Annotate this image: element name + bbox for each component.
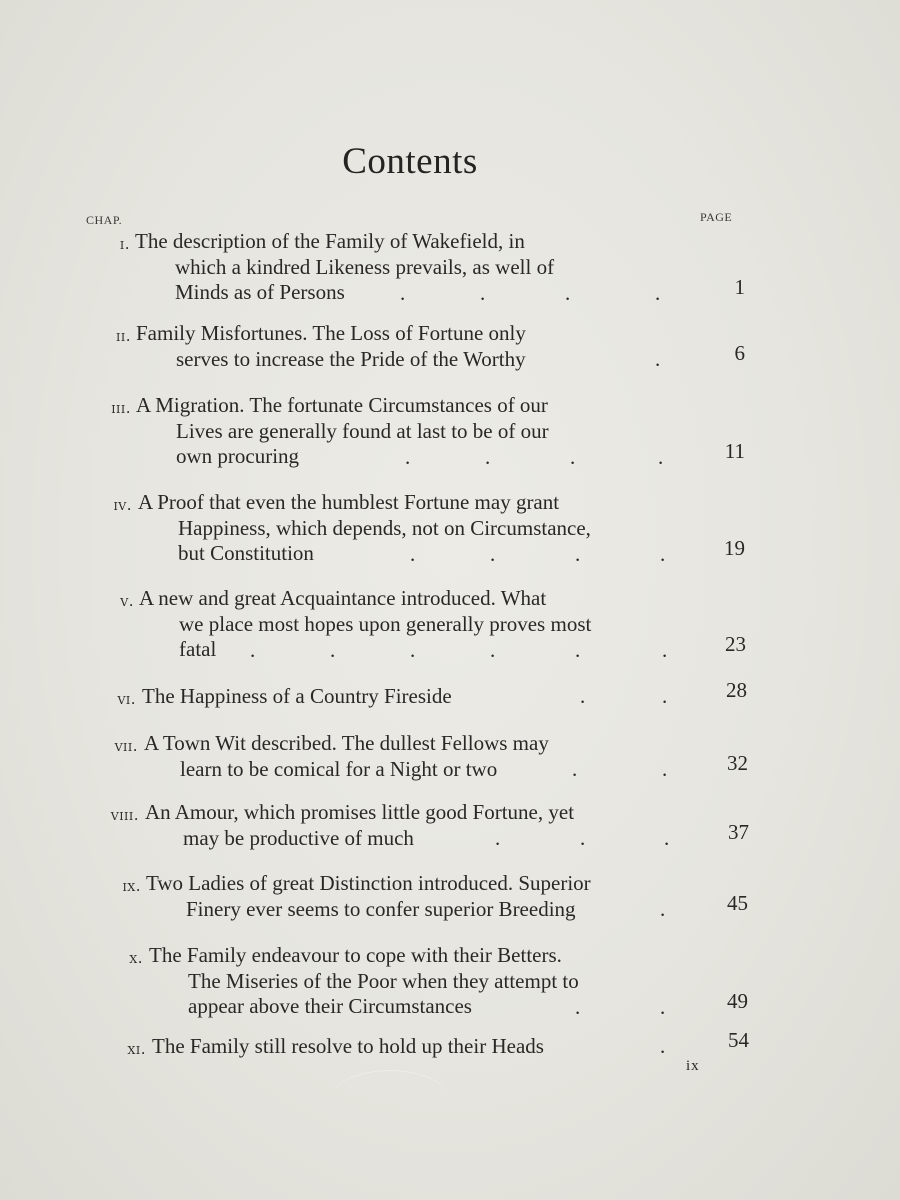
page-folio: ix (686, 1058, 700, 1074)
dot-leader: . (575, 542, 581, 566)
chapter-title-line: but Constitution (178, 541, 314, 566)
chapter-title-line: Finery ever seems to confer superior Breeding (186, 896, 576, 921)
page-number: 28 (726, 678, 747, 702)
chapter-title-line: A Migration. The fortunate Circumstances of our (136, 393, 548, 417)
dot-leader: . (575, 995, 581, 1019)
dot-leader: . (490, 542, 496, 566)
chapter-numeral: ii. (116, 327, 131, 345)
page-number: 45 (727, 891, 748, 915)
dot-leader: . (655, 347, 661, 371)
chapter-title-line: Lives are generally found at last to be of our (176, 418, 549, 443)
dot-leader: . (480, 281, 486, 305)
dot-leader: . (664, 826, 670, 850)
page-number: 11 (724, 439, 745, 463)
chapter-numeral: x. (129, 949, 143, 967)
chapter-title-line: A new and great Acquaintance introduced. What (139, 586, 547, 610)
chapter-title-line: The Family still resolve to hold up their Heads (152, 1034, 544, 1058)
chapter-title-line: The Miseries of the Poor when they attempt to (188, 968, 579, 993)
chapter-title-line: we place most hopes upon generally proves most (179, 611, 592, 636)
dot-leader: . (580, 684, 586, 708)
dot-leader: . (575, 638, 581, 662)
dot-leader: . (658, 445, 664, 469)
chapter-numeral: i. (119, 235, 130, 253)
dot-leader: . (330, 638, 336, 662)
chapter-title-line: may be productive of much (183, 825, 414, 850)
chapter-numeral: vi. (117, 690, 136, 708)
chapter-numeral: xi. (127, 1040, 146, 1058)
chapter-title-line: Two Ladies of great Distinction introduced. Superior (146, 871, 591, 895)
chapter-column-header: CHAP. (86, 213, 123, 227)
dot-leader: . (660, 542, 666, 566)
dot-leader: . (565, 281, 571, 305)
dot-leader: . (660, 897, 666, 921)
dot-leader: . (495, 826, 501, 850)
chapter-title-line: A Town Wit described. The dullest Fellows may (144, 731, 549, 755)
dot-leader: . (485, 445, 491, 469)
chapter-title-line: serves to increase the Pride of the Worthy (176, 346, 526, 371)
dot-leader: . (490, 638, 496, 662)
dot-leader: . (250, 638, 256, 662)
chapter-title-line: fatal (179, 637, 217, 662)
chapter-title-line: appear above their Circumstances (188, 994, 472, 1019)
page-number: 32 (727, 751, 748, 775)
page-number: 49 (727, 989, 748, 1013)
chapter-title-line: learn to be comical for a Night or two (180, 756, 498, 781)
page-number: 6 (734, 341, 745, 365)
chapter-numeral: ix. (122, 877, 141, 895)
page-title: Contents (342, 141, 478, 182)
chapter-title-line: which a kindred Likeness prevails, as well of (175, 254, 555, 279)
dot-leader: . (660, 1034, 666, 1058)
chapter-title-line: Minds as of Persons (175, 280, 345, 305)
dot-leader: . (410, 542, 416, 566)
dot-leader: . (660, 995, 666, 1019)
chapter-numeral: iii. (111, 399, 131, 417)
page-number: 23 (725, 632, 746, 656)
chapter-numeral: vii. (114, 737, 138, 755)
chapter-title-line: The Family endeavour to cope with their Betters. (149, 943, 562, 967)
chapter-title-line: An Amour, which promises little good Fortune, yet (145, 800, 575, 824)
page-number: 54 (728, 1028, 749, 1052)
chapter-numeral: viii. (110, 806, 139, 824)
paper-crease (330, 1070, 450, 1131)
chapter-title-line: own procuring (176, 444, 300, 469)
dot-leader: . (400, 281, 406, 305)
dot-leader: . (572, 757, 578, 781)
chapter-title-line: A Proof that even the humblest Fortune may grant (138, 490, 560, 514)
page-number: 1 (734, 275, 745, 299)
dot-leader: . (655, 281, 661, 305)
page-number: 19 (724, 536, 745, 560)
chapter-title-line: The description of the Family of Wakefield, in (135, 229, 525, 253)
chapter-numeral: iv. (113, 496, 132, 514)
page-number: 37 (728, 820, 749, 844)
dot-leader: . (662, 757, 668, 781)
dot-leader: . (662, 638, 668, 662)
dot-leader: . (405, 445, 411, 469)
chapter-title-line: Happiness, which depends, not on Circumstance, (178, 515, 591, 540)
dot-leader: . (662, 684, 668, 708)
dot-leader: . (580, 826, 586, 850)
chapter-title-line: The Happiness of a Country Fireside (142, 684, 452, 708)
chapter-title-line: Family Misfortunes. The Loss of Fortune only (136, 321, 526, 345)
chapter-numeral: v. (120, 592, 134, 610)
dot-leader: . (570, 445, 576, 469)
dot-leader: . (410, 638, 416, 662)
page-column-header: PAGE (700, 210, 733, 224)
